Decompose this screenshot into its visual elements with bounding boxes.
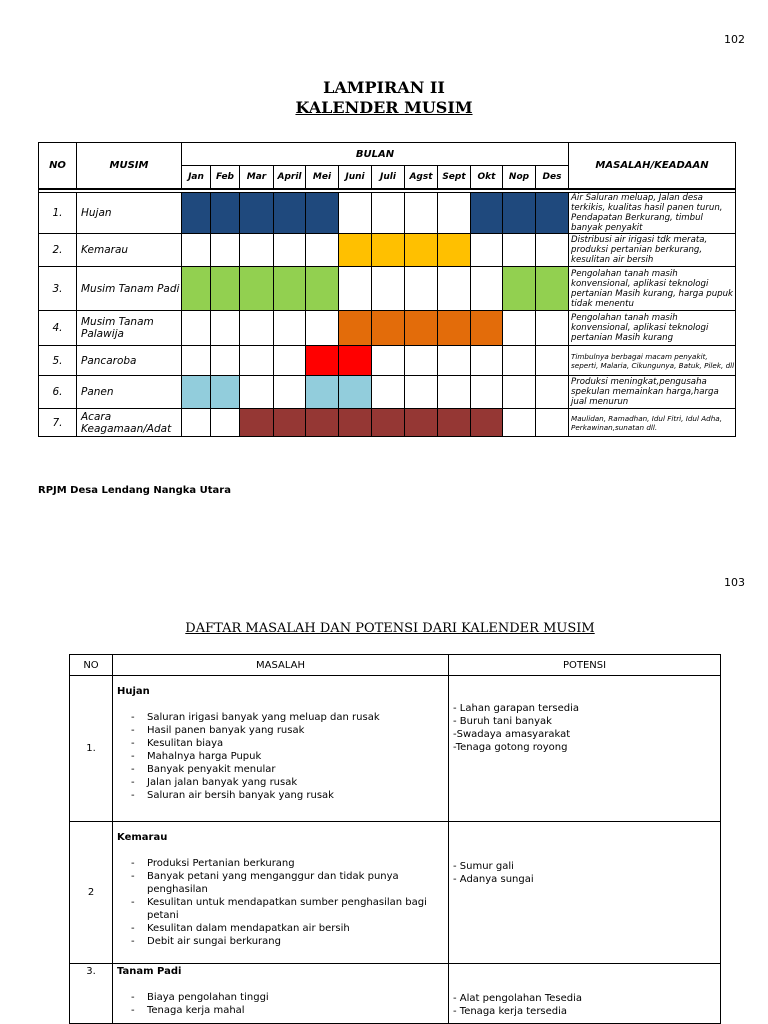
potential-list [449, 992, 720, 1018]
month-cell [438, 267, 471, 311]
col-header-bulan: BULAN [182, 143, 569, 166]
list-item: - Saluran air bersih banyak yang rusak [147, 789, 448, 802]
page-number: 103 [724, 576, 745, 589]
month-cell [471, 346, 503, 376]
problem-season-title: Tanam Padi [117, 966, 182, 977]
problem-potential-title: DAFTAR MASALAH DAN POTENSI DARI KALENDER MUSIM [185, 621, 595, 636]
month-cell [503, 311, 536, 346]
month-cell [503, 376, 536, 409]
month-cell [503, 409, 536, 437]
month-cell-active [438, 409, 471, 437]
month-cell [240, 376, 274, 409]
problem-list [113, 711, 448, 802]
problem-description: Air Saluran meluap, Jalan desa terkikis, kualitas hasil panen turun, Pendapatan Berkurang, timbul banyak penyakit [569, 193, 736, 234]
calendar-row [39, 346, 736, 376]
problem-potential-table [69, 654, 721, 1024]
month-cell-active [438, 234, 471, 267]
calendar-title: KALENDER MUSIM [295, 98, 473, 117]
potential-cell [449, 822, 721, 964]
calendar-row [39, 267, 736, 311]
calendar-row [39, 409, 736, 437]
month-cell-active [240, 267, 274, 311]
list-item: - Banyak penyakit menular [147, 763, 448, 776]
problem-description: Timbulnya berbagai macam penyakit, seperti, Malaria, Cikungunya, Batuk, Pilek, dll [569, 346, 736, 376]
month-cell [274, 234, 306, 267]
month-cell [182, 234, 211, 267]
month-cell-active [438, 311, 471, 346]
list-item: - Sumur gali [453, 861, 514, 872]
month-cell-active [274, 267, 306, 311]
month-cell-active [182, 193, 211, 234]
month-cell [536, 234, 569, 267]
row-number: 1. [70, 676, 113, 822]
month-cell [503, 234, 536, 267]
potential-list [449, 702, 720, 754]
problem-list [113, 991, 448, 1017]
list-item: - Buruh tani banyak [453, 716, 552, 727]
month-cell [211, 409, 240, 437]
table-row [70, 822, 721, 964]
month-cell [211, 234, 240, 267]
month-cell [471, 267, 503, 311]
potential-cell [449, 676, 721, 822]
month-cell-active [339, 311, 372, 346]
month-cell-active [471, 311, 503, 346]
month-cell-active [211, 376, 240, 409]
month-cell-active [274, 409, 306, 437]
month-cell-active [536, 193, 569, 234]
calendar-row [39, 311, 736, 346]
season-name: Hujan [77, 193, 182, 234]
month-cell-active [405, 409, 438, 437]
calendar-row [39, 193, 736, 234]
month-cell-active [339, 376, 372, 409]
month-cell [438, 346, 471, 376]
month-cell [405, 346, 438, 376]
season-name: Acara Keagamaan/Adat [77, 409, 182, 437]
col-header-masalah: MASALAH/KEADAAN [569, 143, 736, 190]
month-cell-active [471, 409, 503, 437]
month-cell [405, 267, 438, 311]
month-cell-active [306, 267, 339, 311]
problem-description: Produksi meningkat,pengusaha spekulan memainkan harga,harga jual menurun [569, 376, 736, 409]
list-item: - Kesulitan dalam mendapatkan air bersih [147, 922, 448, 935]
month-cell-active [339, 346, 372, 376]
problem-season-title: Hujan [117, 686, 150, 697]
month-cell [503, 346, 536, 376]
problem-season-title: Kemarau [117, 832, 168, 843]
month-cell-active [372, 409, 405, 437]
month-header: Agst [405, 166, 438, 190]
month-cell-active [240, 193, 274, 234]
calendar-row [39, 234, 736, 267]
list-item: -Tenaga gotong royong [453, 742, 568, 753]
list-item: - Lahan garapan tersedia [453, 703, 579, 714]
month-cell [372, 346, 405, 376]
row-number: 7. [39, 409, 77, 437]
month-cell [240, 234, 274, 267]
month-cell [274, 376, 306, 409]
list-item: - Jalan jalan banyak yang rusak [147, 776, 448, 789]
month-header: Juli [372, 166, 405, 190]
month-cell [536, 311, 569, 346]
month-cell-active [339, 234, 372, 267]
row-number: 1. [39, 193, 77, 234]
row-number: 2 [70, 822, 113, 964]
month-cell [471, 376, 503, 409]
month-cell-active [240, 409, 274, 437]
month-cell [240, 346, 274, 376]
list-item: - Hasil panen banyak yang rusak [147, 724, 448, 737]
row-number: 6. [39, 376, 77, 409]
month-header: Okt [471, 166, 503, 190]
season-name: Panen [77, 376, 182, 409]
problem-list [113, 857, 448, 948]
appendix-title: LAMPIRAN II [323, 78, 445, 97]
problem-description: Distribusi air irigasi tdk merata, produksi pertanian berkurang, kesulitan air bersih [569, 234, 736, 267]
month-cell [372, 193, 405, 234]
month-header: Jan [182, 166, 211, 190]
problem-cell [113, 822, 449, 964]
list-item: - Produksi Pertanian berkurang [147, 857, 448, 870]
list-item: - Kesulitan biaya [147, 737, 448, 750]
month-cell-active [306, 193, 339, 234]
month-cell-active [306, 376, 339, 409]
month-cell-active [536, 267, 569, 311]
month-cell-active [405, 234, 438, 267]
calendar-row [39, 376, 736, 409]
col-header-no: NO [39, 143, 77, 190]
page-number: 102 [724, 33, 745, 46]
month-cell [182, 311, 211, 346]
col-header-musim: MUSIM [77, 143, 182, 190]
month-cell [372, 267, 405, 311]
month-header: April [274, 166, 306, 190]
month-header: Des [536, 166, 569, 190]
month-cell-active [372, 234, 405, 267]
month-cell [339, 193, 372, 234]
month-cell-active [503, 267, 536, 311]
month-cell [306, 234, 339, 267]
month-cell [536, 376, 569, 409]
month-cell [372, 376, 405, 409]
month-cell-active [339, 409, 372, 437]
month-cell-active [405, 311, 438, 346]
col-header-masalah: MASALAH [113, 655, 449, 676]
month-cell [306, 311, 339, 346]
list-item: - Tenaga kerja mahal [147, 1004, 448, 1017]
month-header: Juni [339, 166, 372, 190]
season-name: Kemarau [77, 234, 182, 267]
month-cell [211, 346, 240, 376]
list-item: - Tenaga kerja tersedia [453, 1006, 568, 1017]
month-header: Mar [240, 166, 274, 190]
month-cell [438, 193, 471, 234]
list-item: - Saluran irigasi banyak yang meluap dan rusak [147, 711, 448, 724]
row-number: 2. [39, 234, 77, 267]
list-item: - Biaya pengolahan tinggi [147, 991, 448, 1004]
month-header: Mei [306, 166, 339, 190]
month-cell-active [503, 193, 536, 234]
row-number: 4. [39, 311, 77, 346]
list-item: - Adanya sungai [453, 874, 534, 885]
month-cell [211, 311, 240, 346]
row-number: 5. [39, 346, 77, 376]
month-cell [536, 346, 569, 376]
month-cell-active [211, 193, 240, 234]
list-item: - Mahalnya harga Pupuk [147, 750, 448, 763]
list-item: - Alat pengolahan Tesedia [453, 993, 583, 1004]
potential-list [449, 860, 720, 886]
month-cell [405, 193, 438, 234]
month-cell-active [306, 346, 339, 376]
month-cell [471, 234, 503, 267]
season-name: Musim Tanam Palawija [77, 311, 182, 346]
month-cell-active [182, 376, 211, 409]
table-row [70, 964, 721, 1024]
list-item: - Debit air sungai berkurang [147, 935, 448, 948]
month-cell [274, 346, 306, 376]
month-cell [339, 267, 372, 311]
list-item: - Banyak petani yang menganggur dan tidak punya penghasilan [147, 870, 448, 896]
month-header: Sept [438, 166, 471, 190]
month-cell-active [471, 193, 503, 234]
col-header-potensi: POTENSI [449, 655, 721, 676]
month-cell [405, 376, 438, 409]
row-number: 3. [70, 964, 113, 1024]
month-cell [182, 409, 211, 437]
document-footer: RPJM Desa Lendang Nangka Utara [38, 485, 231, 496]
row-number: 3. [39, 267, 77, 311]
month-cell [182, 346, 211, 376]
problem-description: Pengolahan tanah masih konvensional, aplikasi teknologi pertanian Masih kurang, harga pupuk tidak menentu [569, 267, 736, 311]
table-row [70, 676, 721, 822]
month-cell-active [306, 409, 339, 437]
season-name: Musim Tanam Padi [77, 267, 182, 311]
col-header-no: NO [70, 655, 113, 676]
month-cell-active [182, 267, 211, 311]
list-item: - Kesulitan untuk mendapatkan sumber penghasilan bagi petani [147, 896, 448, 922]
problem-description: Maulidan, Ramadhan, Idul Fitri, Idul Adha, Perkawinan,sunatan dll. [569, 409, 736, 437]
list-item: -Swadaya amasyarakat [453, 729, 571, 740]
month-cell [274, 311, 306, 346]
month-cell-active [372, 311, 405, 346]
month-header: Nop [503, 166, 536, 190]
problem-cell [113, 676, 449, 822]
month-header: Feb [211, 166, 240, 190]
month-cell [240, 311, 274, 346]
month-cell [438, 376, 471, 409]
season-name: Pancaroba [77, 346, 182, 376]
month-cell-active [274, 193, 306, 234]
problem-cell [113, 964, 449, 1024]
problem-description: Pengolahan tanah masih konvensional, aplikasi teknologi pertanian Masih kurang [569, 311, 736, 346]
potential-cell [449, 964, 721, 1024]
month-cell-active [211, 267, 240, 311]
season-calendar-table [38, 142, 736, 437]
month-cell [536, 409, 569, 437]
